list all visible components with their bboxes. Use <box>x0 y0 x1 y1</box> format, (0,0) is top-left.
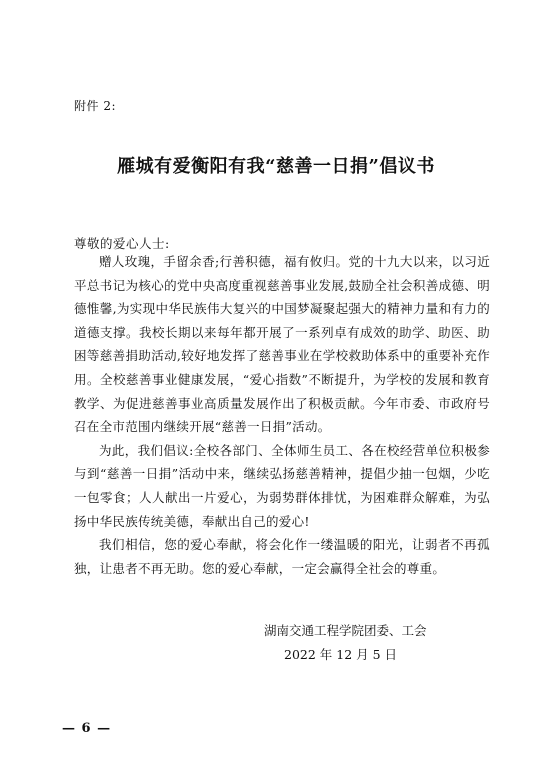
document-title: 雁城有爱衡阳有我“慈善一日捐”倡议书 <box>117 156 435 177</box>
salutation: 尊敬的爱心人士: <box>74 236 170 251</box>
signature-block <box>264 619 464 667</box>
signature-organization: 湖南交通工程学院团委、工会 <box>264 623 427 638</box>
attachment-label: 附件 2: <box>74 99 116 113</box>
signature-date: 2022 年 12 月 5 日 <box>284 647 398 662</box>
document-body <box>74 250 490 580</box>
paragraph-2: 为此，我们倡议:全校各部门、全体师生员工、各在校经营单位积极参与到“慈善一日捐”活动中来，继续弘扬慈善精神，提倡少抽一包烟，少吃一包零食；人人献出一片爱心，为弱势群体排忧，为困难群众解难，为弘扬中华民族传统美德，奉献出自己的爱心! <box>74 442 490 529</box>
paragraph-3: 我们相信，您的爱心奉献，将会化作一缕温暖的阳光，让弱者不再孤独，让患者不再无助。您的爱心奉献，一定会赢得全社会的尊重。 <box>74 537 490 576</box>
page-number: — 6 — <box>62 721 112 736</box>
paragraph-1: 赠人玫瑰，手留余香;行善积德，福有攸归。党的十九大以来，以习近平总书记为核心的党中央高度重视慈善事业发展,鼓励全社会积善成德、明德惟馨,为实现中华民族伟大复兴的中国梦凝聚起强大的精神力量和有力的道德支撑。我校长期以来每年都开展了一系列卓有成效的助学、助医、助困等慈善捐助活动,较好地发挥了慈善事业在学校救助体系中的重要补充作用。全校慈善事业健康发展，“爱心指数”不断提升，为学校的发展和教育教学、为促进慈善事业高质量发展作出了积极贡献。今年市委、市政府号召在全市范围内继续开展“慈善一日捐”活动。 <box>74 254 490 435</box>
